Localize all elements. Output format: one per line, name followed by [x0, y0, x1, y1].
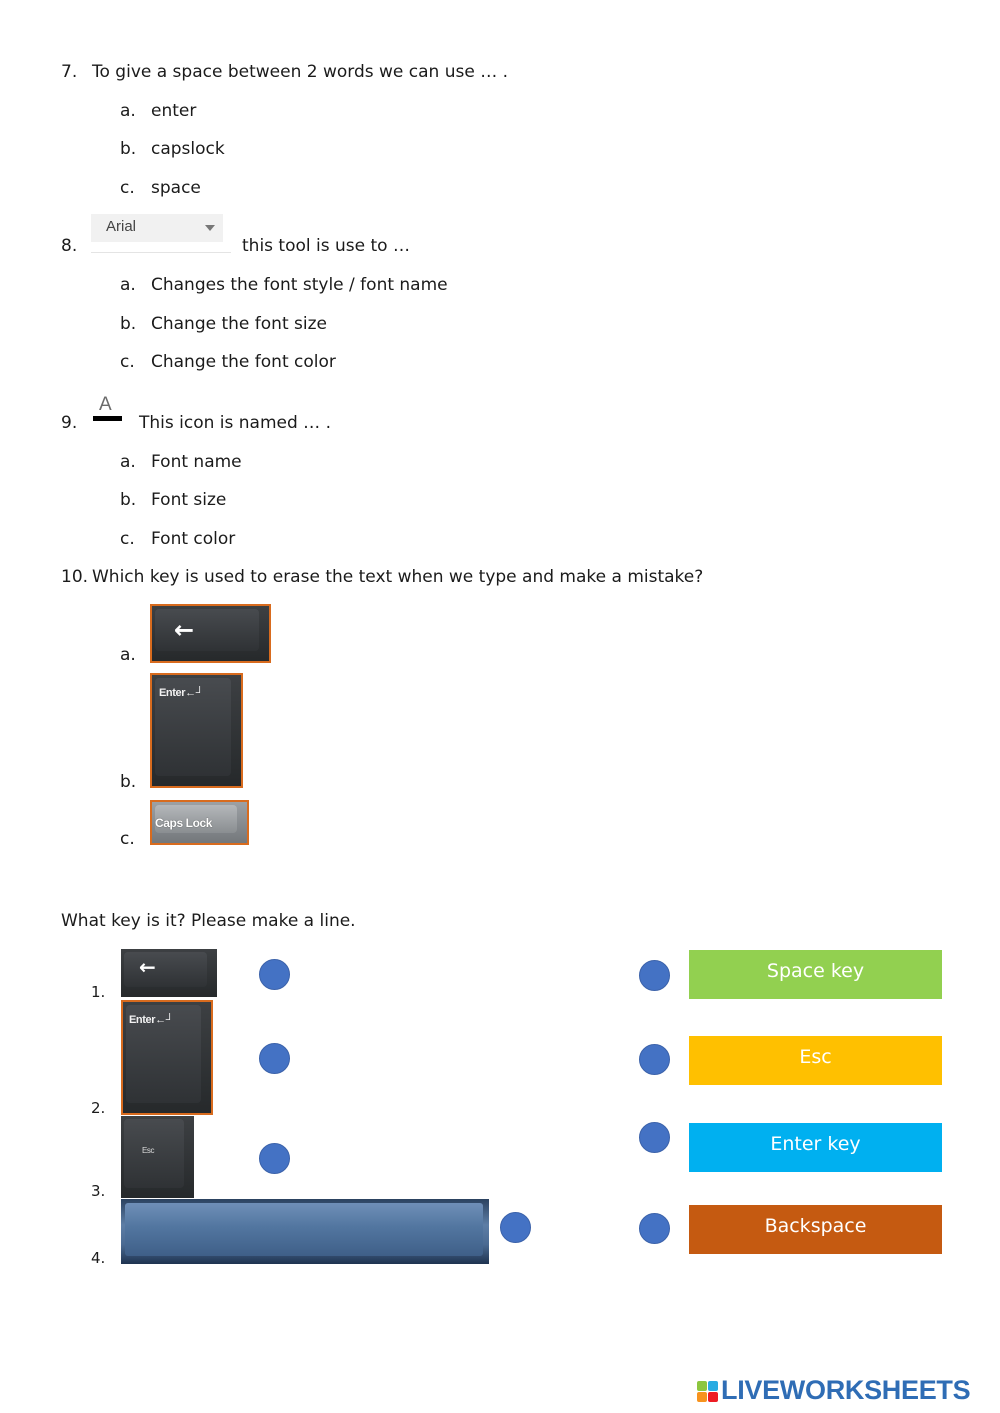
esc-key-image	[121, 1116, 194, 1198]
backspace-key-image[interactable]	[150, 604, 271, 663]
question-9	[61, 413, 92, 433]
backspace-key-image	[121, 949, 217, 997]
arrow-left-icon: ←	[139, 955, 156, 979]
q10-option-b-letter[interactable]: b.	[120, 772, 137, 792]
question-text: Which key is used to erase the text when we type and make a mistake?	[92, 567, 704, 587]
q9-option-a[interactable]: a. Font name	[120, 452, 242, 472]
space-key-image	[121, 1199, 489, 1264]
enter-key-image	[121, 1000, 213, 1115]
font-color-icon	[93, 394, 123, 424]
q8-option-b[interactable]: b. Change the font size	[120, 314, 327, 334]
esc-key-label: Esc	[142, 1146, 155, 1155]
question-7	[61, 62, 508, 82]
q10-option-c-letter[interactable]: c.	[120, 829, 135, 849]
caps-lock-key-image[interactable]	[150, 800, 249, 845]
question-10	[61, 567, 703, 587]
match-dot-right-2[interactable]	[639, 1044, 670, 1075]
enter-key-label: Enter←┘	[159, 687, 204, 699]
match-dot-left-1[interactable]	[259, 959, 290, 990]
match-dot-left-4[interactable]	[500, 1212, 531, 1243]
answer-esc: Esc	[689, 1036, 942, 1085]
question-number: 7.	[61, 62, 78, 82]
question-text: To give a space between 2 words we can use … .	[92, 62, 509, 82]
answer-enter-key: Enter key	[689, 1123, 942, 1172]
question-text: This icon is named … .	[139, 413, 331, 433]
q7-option-c[interactable]: c. space	[120, 178, 201, 198]
question-8	[61, 236, 92, 256]
q8-option-c[interactable]: c. Change the font color	[120, 352, 336, 372]
divider	[91, 252, 231, 253]
match-dot-right-4[interactable]	[639, 1213, 670, 1244]
question-text: this tool is use to …	[242, 236, 410, 256]
liveworksheets-logo-icon	[697, 1381, 719, 1403]
enter-key-label: Enter←┘	[129, 1014, 174, 1026]
match-dot-right-1[interactable]	[639, 960, 670, 991]
question-number: 10.	[61, 567, 89, 587]
q10-option-a-letter[interactable]: a.	[120, 645, 136, 665]
chevron-down-icon	[205, 225, 215, 231]
q9-option-c[interactable]: c. Font color	[120, 529, 236, 549]
answer-backspace: Backspace	[689, 1205, 942, 1254]
match-left-number: 1.	[91, 983, 106, 1001]
arrow-left-icon: ←	[174, 616, 195, 644]
answer-space-key: Space key	[689, 950, 942, 999]
question-number: 9.	[61, 413, 78, 433]
match-dot-left-2[interactable]	[259, 1043, 290, 1074]
match-dot-left-3[interactable]	[259, 1143, 290, 1174]
font-name-value: Arial	[106, 218, 137, 235]
question-number: 8.	[61, 236, 78, 256]
q7-option-a[interactable]: a. enter	[120, 101, 197, 121]
enter-key-image[interactable]	[150, 673, 243, 788]
font-color-bar	[93, 416, 122, 421]
match-left-number: 2.	[91, 1099, 106, 1117]
brand-name: LIVEWORKSHEETS	[721, 1375, 971, 1405]
match-left-number: 4.	[91, 1249, 106, 1267]
q7-option-b[interactable]: b. capslock	[120, 139, 225, 159]
matching-title: What key is it? Please make a line.	[61, 911, 356, 931]
caps-lock-key-label: Caps Lock	[155, 816, 213, 830]
q8-option-a[interactable]: a. Changes the font style / font name	[120, 275, 448, 295]
q9-option-b[interactable]: b. Font size	[120, 490, 227, 510]
match-dot-right-3[interactable]	[639, 1122, 670, 1153]
font-name-dropdown-image	[91, 214, 223, 242]
font-color-letter: A	[99, 394, 112, 415]
match-left-number: 3.	[91, 1182, 106, 1200]
